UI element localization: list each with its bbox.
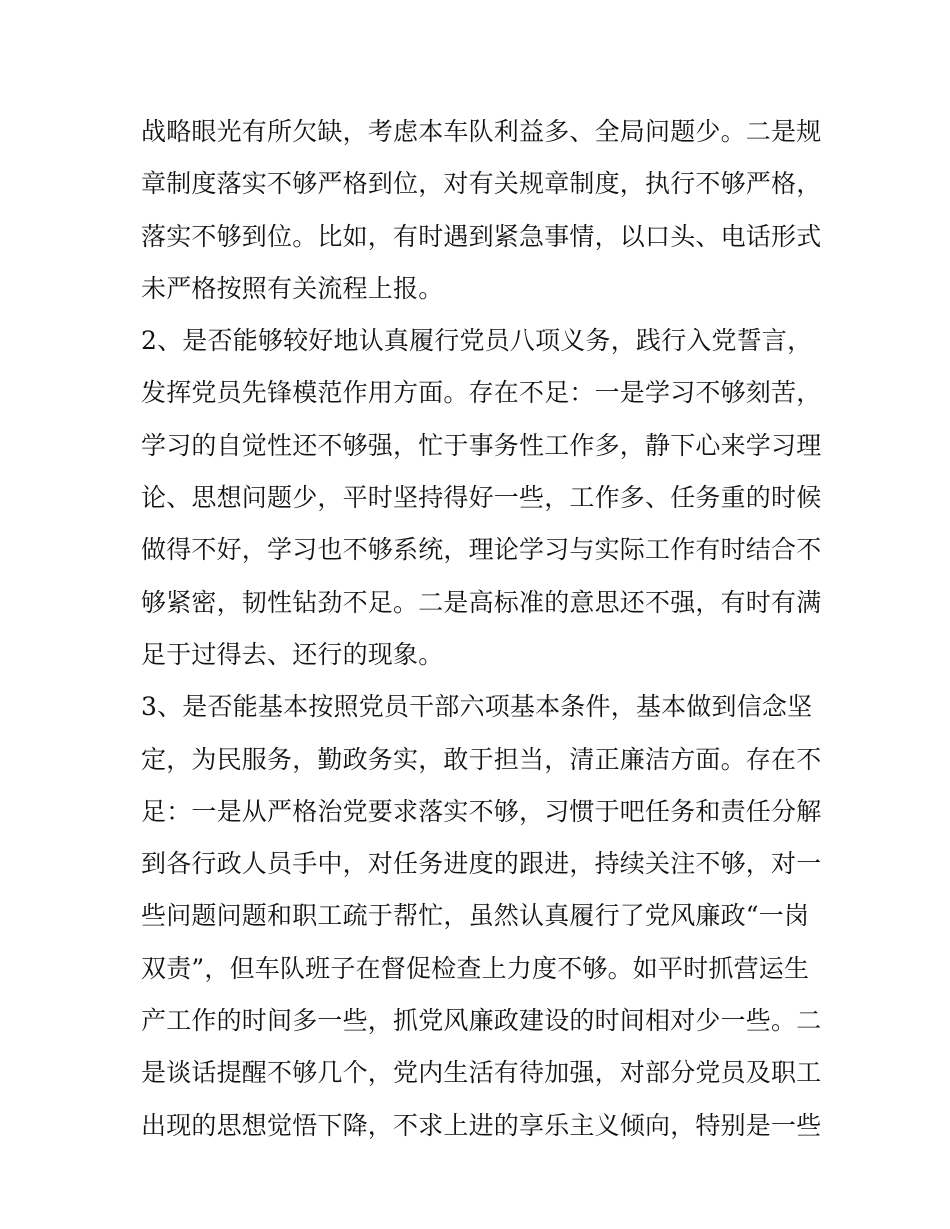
text-line: 做得不好，学习也不够系统，理论学习与实际工作有时结合不 [141,535,822,565]
text-line: 够紧密，韧性钻劲不足。二是高标准的意思还不强，有时有满 [141,587,822,617]
text-line: 论、思想问题少，平时坚持得好一些，工作多、任务重的时候 [141,483,822,513]
text-line: 2、是否能够较好地认真履行党员八项义务，践行入党誓言， [141,326,813,356]
text-line: 学习的自觉性还不够强，忙于事务性工作多，静下心来学习理 [141,430,822,460]
text-line: 发挥党员先锋模范作用方面。存在不足：一是学习不够刻苦， [141,378,822,408]
text-line: 到各行政人员手中，对任务进度的跟进，持续关注不够，对一 [141,849,822,879]
text-line: 产工作的时间多一些，抓党风廉政建设的时间相对少一些。二 [141,1006,822,1036]
text-line: 足：一是从严格治党要求落实不够，习惯于吧任务和责任分解 [141,796,822,826]
text-line: 3、是否能基本按照党员干部六项基本条件，基本做到信念坚 [141,692,813,722]
text-line: 战略眼光有所欠缺，考虑本车队利益多、全局问题少。二是规 [141,117,822,146]
text-line: 双责”，但车队班子在督促检查上力度不够。如平时抓营运生 [141,953,810,983]
text-line: 落实不够到位。比如，有时遇到紧急事情，以口头、电话形式 [141,221,822,251]
text-line: 出现的思想觉悟下降，不求上进的享乐主义倾向，特别是一些 [141,1110,822,1140]
text-line: 足于过得去、还行的现象。 [141,639,444,669]
text-line: 定，为民服务，勤政务实，敢于担当，清正廉洁方面。存在不 [141,744,822,774]
text-line: 章制度落实不够严格到位，对有关规章制度，执行不够严格， [141,169,822,199]
text-line: 是谈话提醒不够几个，党内生活有待加强，对部分党员及职工 [141,1058,822,1088]
text-line: 未严格按照有关流程上报。 [141,273,444,303]
document-body [141,106,821,1152]
text-line: 些问题问题和职工疏于帮忙，虽然认真履行了党风廉政“一岗 [141,901,810,931]
